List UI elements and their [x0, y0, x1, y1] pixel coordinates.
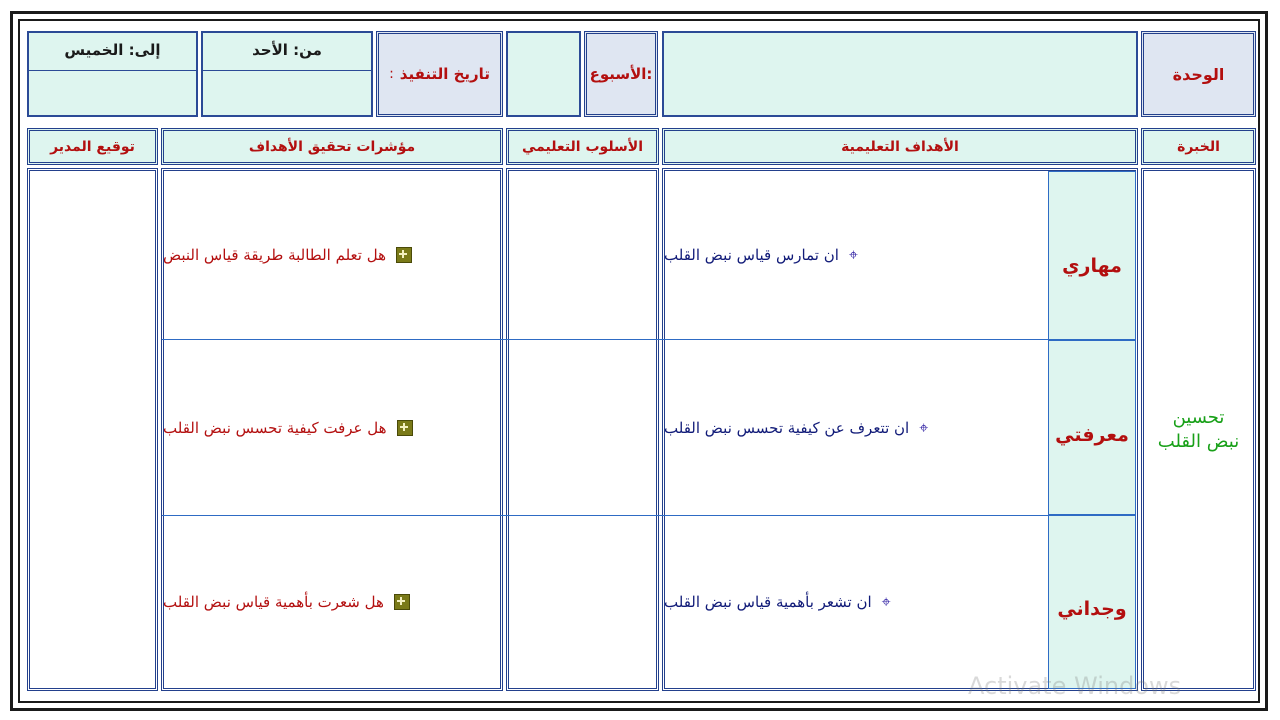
exec-date-label-cell [376, 31, 503, 117]
objective-text: ان تمارس قياس نبض القلب [664, 246, 839, 264]
objective-row-2 [664, 340, 1048, 515]
col-method-header [506, 128, 659, 165]
experience-value-line1: تحسين [1172, 406, 1225, 428]
col-method-label: الأسلوب التعليمي [521, 138, 644, 155]
method-body[interactable] [506, 168, 659, 691]
experience-value-cell [1141, 168, 1256, 691]
from-divider [203, 70, 371, 71]
objective-row-1 [664, 171, 1048, 339]
exec-date-label: تاريخ التنفيذ [399, 65, 490, 83]
indicator-text: هل عرفت كيفية تحسس نبض القلب [163, 418, 387, 437]
indicator-row-3 [163, 515, 501, 689]
unit-value-cell[interactable] [662, 31, 1138, 117]
week-label: الأسبوع: [589, 65, 653, 83]
col-experience-label: الخبرة [1177, 138, 1220, 155]
col-experience-header [1141, 128, 1256, 165]
crosshair-icon: ⌖ [848, 245, 858, 264]
week-value-cell[interactable] [506, 31, 581, 117]
from-label: من: الأحد [252, 41, 322, 59]
week-label-cell [584, 31, 658, 117]
col-objectives-header [662, 128, 1138, 165]
domain-cell-skill [1048, 171, 1136, 340]
exec-date-colon: : [389, 66, 394, 82]
col-signature-label: توقيع المدير [50, 138, 135, 155]
plus-square-icon [397, 420, 413, 436]
indicator-row-1 [163, 171, 501, 339]
objective-row-3 [664, 515, 1048, 689]
activate-windows-watermark: Activate Windows [968, 672, 1182, 700]
domain-cell-cognitive [1048, 340, 1136, 515]
indicator-row-2 [163, 340, 501, 515]
col-signature-header [27, 128, 158, 165]
col-objectives-label: الأهداف التعليمية [841, 138, 959, 155]
to-divider [29, 70, 196, 71]
domain-skill-label: مهاري [1062, 254, 1122, 277]
crosshair-icon: ⌖ [881, 592, 891, 611]
domain-cognitive-label: معرفتي [1055, 423, 1129, 446]
col-indicators-label: مؤشرات تحقيق الأهداف [248, 138, 416, 155]
unit-label: الوحدة [1172, 64, 1225, 84]
objective-text: ان تتعرف عن كيفية تحسس نبض القلب [664, 418, 910, 437]
crosshair-icon: ⌖ [919, 417, 929, 437]
domain-affective-label: وجداني [1057, 598, 1127, 620]
experience-value-line2: نبض القلب [1157, 430, 1240, 452]
objective-text: ان تشعر بأهمية قياس نبض القلب [664, 593, 872, 611]
domain-cell-affective [1048, 515, 1136, 689]
unit-label-cell [1141, 31, 1256, 117]
plus-square-icon [394, 594, 410, 610]
indicator-text: هل تعلم الطالبة طريقة قياس النبض [163, 246, 386, 264]
to-label: إلى: الخميس [64, 41, 161, 59]
signature-body[interactable] [27, 168, 158, 691]
plus-square-icon [396, 247, 412, 263]
col-indicators-header [161, 128, 503, 165]
from-cell[interactable] [201, 31, 373, 117]
to-cell[interactable] [27, 31, 198, 117]
indicator-text: هل شعرت بأهمية قياس نبض القلب [163, 593, 384, 611]
